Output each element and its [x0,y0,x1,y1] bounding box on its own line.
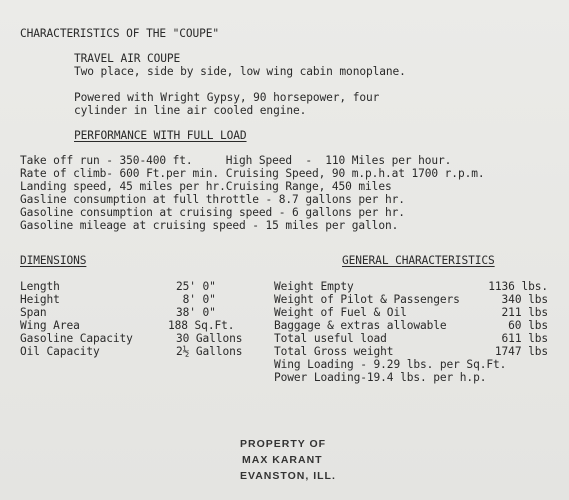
general-value: 60 lbs [508,319,548,332]
performance-line: Gasoline consumption at cruising speed - 6 gallons per hr. [20,206,405,219]
dimensions-heading: DIMENSIONS [20,254,87,267]
general-label: Weight of Fuel & Oil [274,306,407,319]
general-heading: GENERAL CHARACTERISTICS [342,254,495,267]
dimension-value: 25' 0" [176,280,216,293]
performance-line: Take off run - 350-400 ft. High Speed - 110 Miles per hour. [20,154,452,167]
power-loading: Power Loading-19.4 lbs. per h.p. [274,371,487,384]
general-value: 340 lbs [501,293,548,306]
performance-line: Landing speed, 45 miles per hr.Cruising Range, 450 miles [20,180,392,193]
general-value: 611 lbs [501,332,548,345]
engine-line-2: cylinder in line air cooled engine. [74,104,307,117]
general-label: Total Gross weight [274,345,394,358]
dimension-label: Height [20,293,60,306]
general-label: Baggage & extras allowable [274,319,447,332]
performance-heading: PERFORMANCE WITH FULL LOAD [74,129,247,142]
engine-line-1: Powered with Wright Gypsy, 90 horsepower, four [74,91,380,104]
performance-line: Gasline consumption at full throttle - 8.7 gallons per hr. [20,193,405,206]
dimension-value: 2½ Gallons [176,345,243,358]
dimension-label: Span [20,306,47,319]
general-label: Total useful load [274,332,387,345]
dimension-label: Length [20,280,60,293]
general-label: Weight of Pilot & Passengers [274,293,460,306]
stamp-owner-name: MAX KARANT [242,454,323,466]
dimension-value: 30 Gallons [176,332,243,345]
aircraft-name: TRAVEL AIR COUPE [74,52,181,65]
dimension-label: Wing Area [20,319,80,332]
dimension-value: 8' 0" [176,293,216,306]
dimension-label: Gasoline Capacity [20,332,133,345]
general-value: 1747 lbs [494,345,548,358]
dimension-label: Oil Capacity [20,345,100,358]
dimension-value: 188 Sq.Ft. [168,319,235,332]
page-title: CHARACTERISTICS OF THE "COUPE" [20,27,220,40]
performance-line: Rate of climb- 600 Ft.per min. Cruising Speed, 90 m.p.h.at 1700 r.p.m. [20,167,485,180]
general-value: 1136 lbs. [488,280,548,293]
aircraft-description: Two place, side by side, low wing cabin monoplane. [74,65,406,78]
dimension-value: 38' 0" [176,306,216,319]
stamp-property-of: PROPERTY OF [240,438,327,450]
wing-loading: Wing Loading - 9.29 lbs. per Sq.Ft. [274,358,507,371]
general-value: 211 lbs [501,306,548,319]
general-label: Weight Empty [274,280,354,293]
stamp-location: EVANSTON, ILL. [240,470,336,482]
performance-line: Gasoline mileage at cruising speed - 15 miles per gallon. [20,219,399,232]
